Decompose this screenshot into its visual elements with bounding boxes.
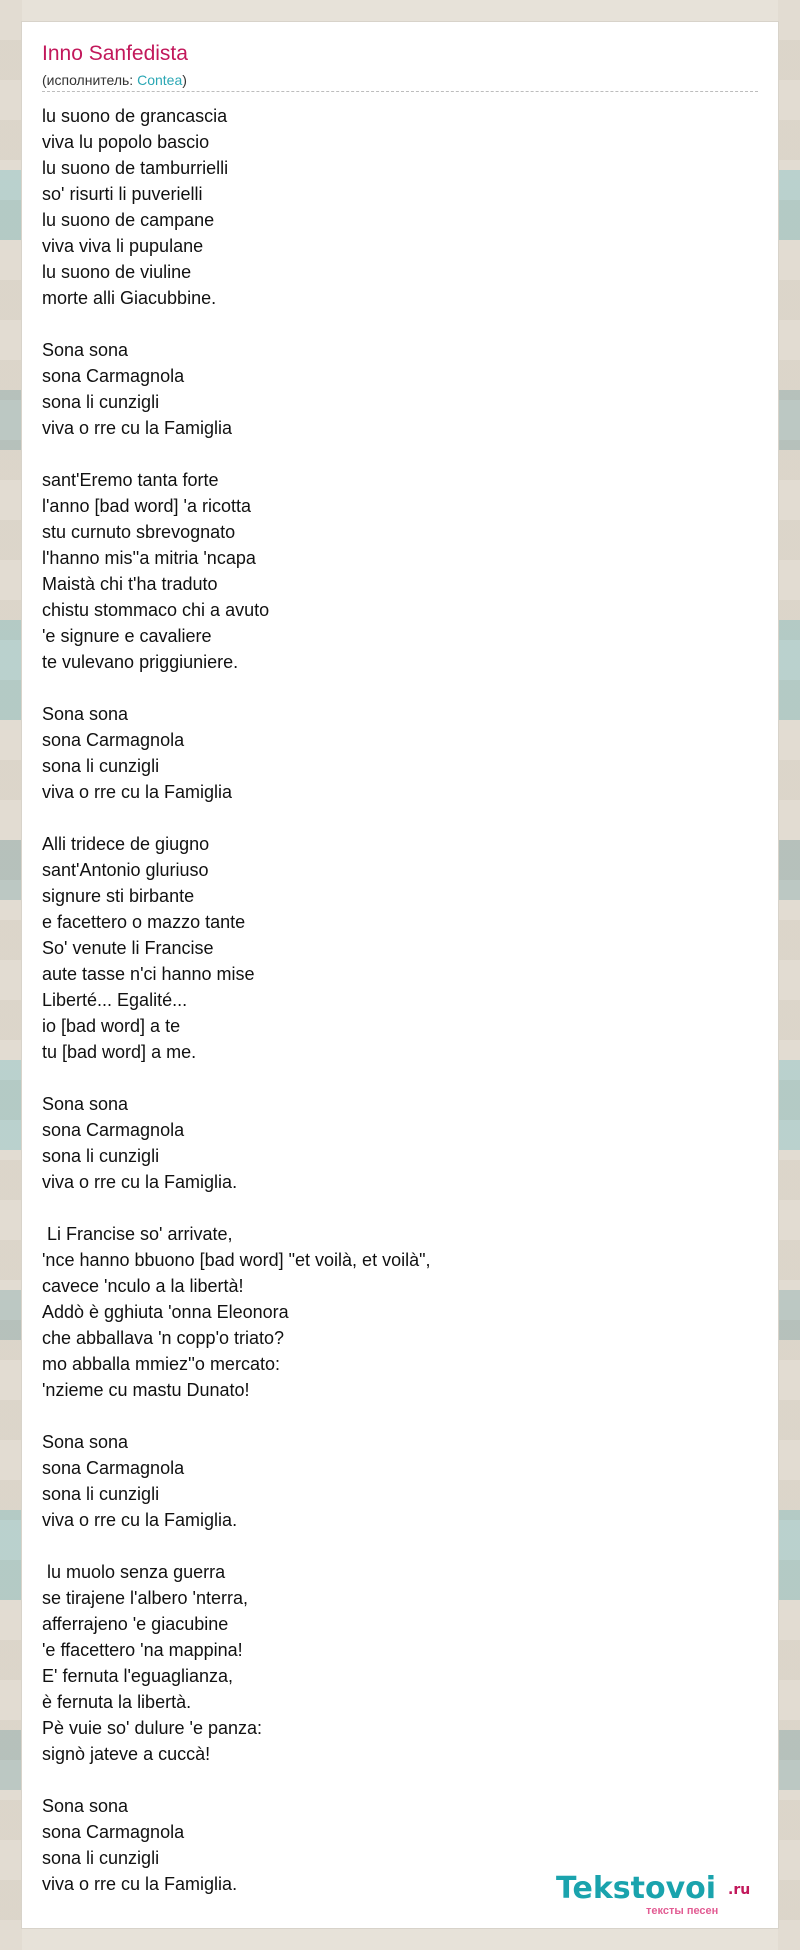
logo-name: Tekstovoi [556,1871,717,1906]
background-stripe-right [778,0,800,1950]
background-stripe-left [0,0,22,1950]
logo-tld: .ru [728,1882,751,1898]
lyrics-text: lu suono de grancascia viva lu popolo bascio lu suono de tamburrielli so' risurti li puverielli lu suono de campane viva viva li pupulane lu suono de viuline morte alli Giacubbine. Sona sona sona Carmagnola sona li cunzigli viva o rre cu la Famiglia sant'Eremo tanta forte l'anno [bad word] 'a ricotta stu curnuto sbrevognato l'hanno mis''a mitria 'ncapa Maistà chi t'ha traduto chistu stommaco chi a avuto 'e signure e cavaliere te vulevano priggiuniere. Sona sona sona Carmagnola sona li cunzigli viva o rre cu la Famiglia Alli tridece de giugno sant'Antonio gluriuso signure sti birbante e facettero o mazzo tante So' venute li Francise aute tasse n'ci hanno mise Liberté... Egalité... io [bad word] a te tu [bad word] a me. Sona sona sona Carmagnola sona li cunzigli viva o rre cu la Famiglia. Li Francise so' arrivate, 'nce hanno bbuono [bad word] "et voilà, et voilà", cavece 'nculo a la libertà! Addò è gghiuta 'onna Eleonora che abballava 'n copp'o triato? mo abballa mmiez''o mercato: 'nzieme cu mastu Dunato! Sona sona sona Carmagnola sona li cunzigli viva o rre cu la Famiglia. lu muolo senza guerra se tirajene l'albero 'nterra, afferrajeno 'e giacubine 'e ffacettero 'na mappina! E' fernuta l'eguaglianza, è fernuta la libertà. Pè vuie so' dulure 'e panza: signò jateve a cuccà! Sona sona sona Carmagnola sona li cunzigli viva o rre cu la Famiglia. [42,106,431,1894]
song-title: Inno Sanfedista [42,42,188,65]
artist-prefix: (исполнитель: [42,72,138,88]
logo-tagline: тексты песен [646,1905,719,1917]
site-logo[interactable] [556,1872,766,1918]
title-divider [42,91,758,92]
artist-link[interactable]: Contea [137,72,183,88]
lyrics-card [22,22,778,1928]
artist-line [42,72,187,88]
artist-suffix: ) [182,72,187,88]
